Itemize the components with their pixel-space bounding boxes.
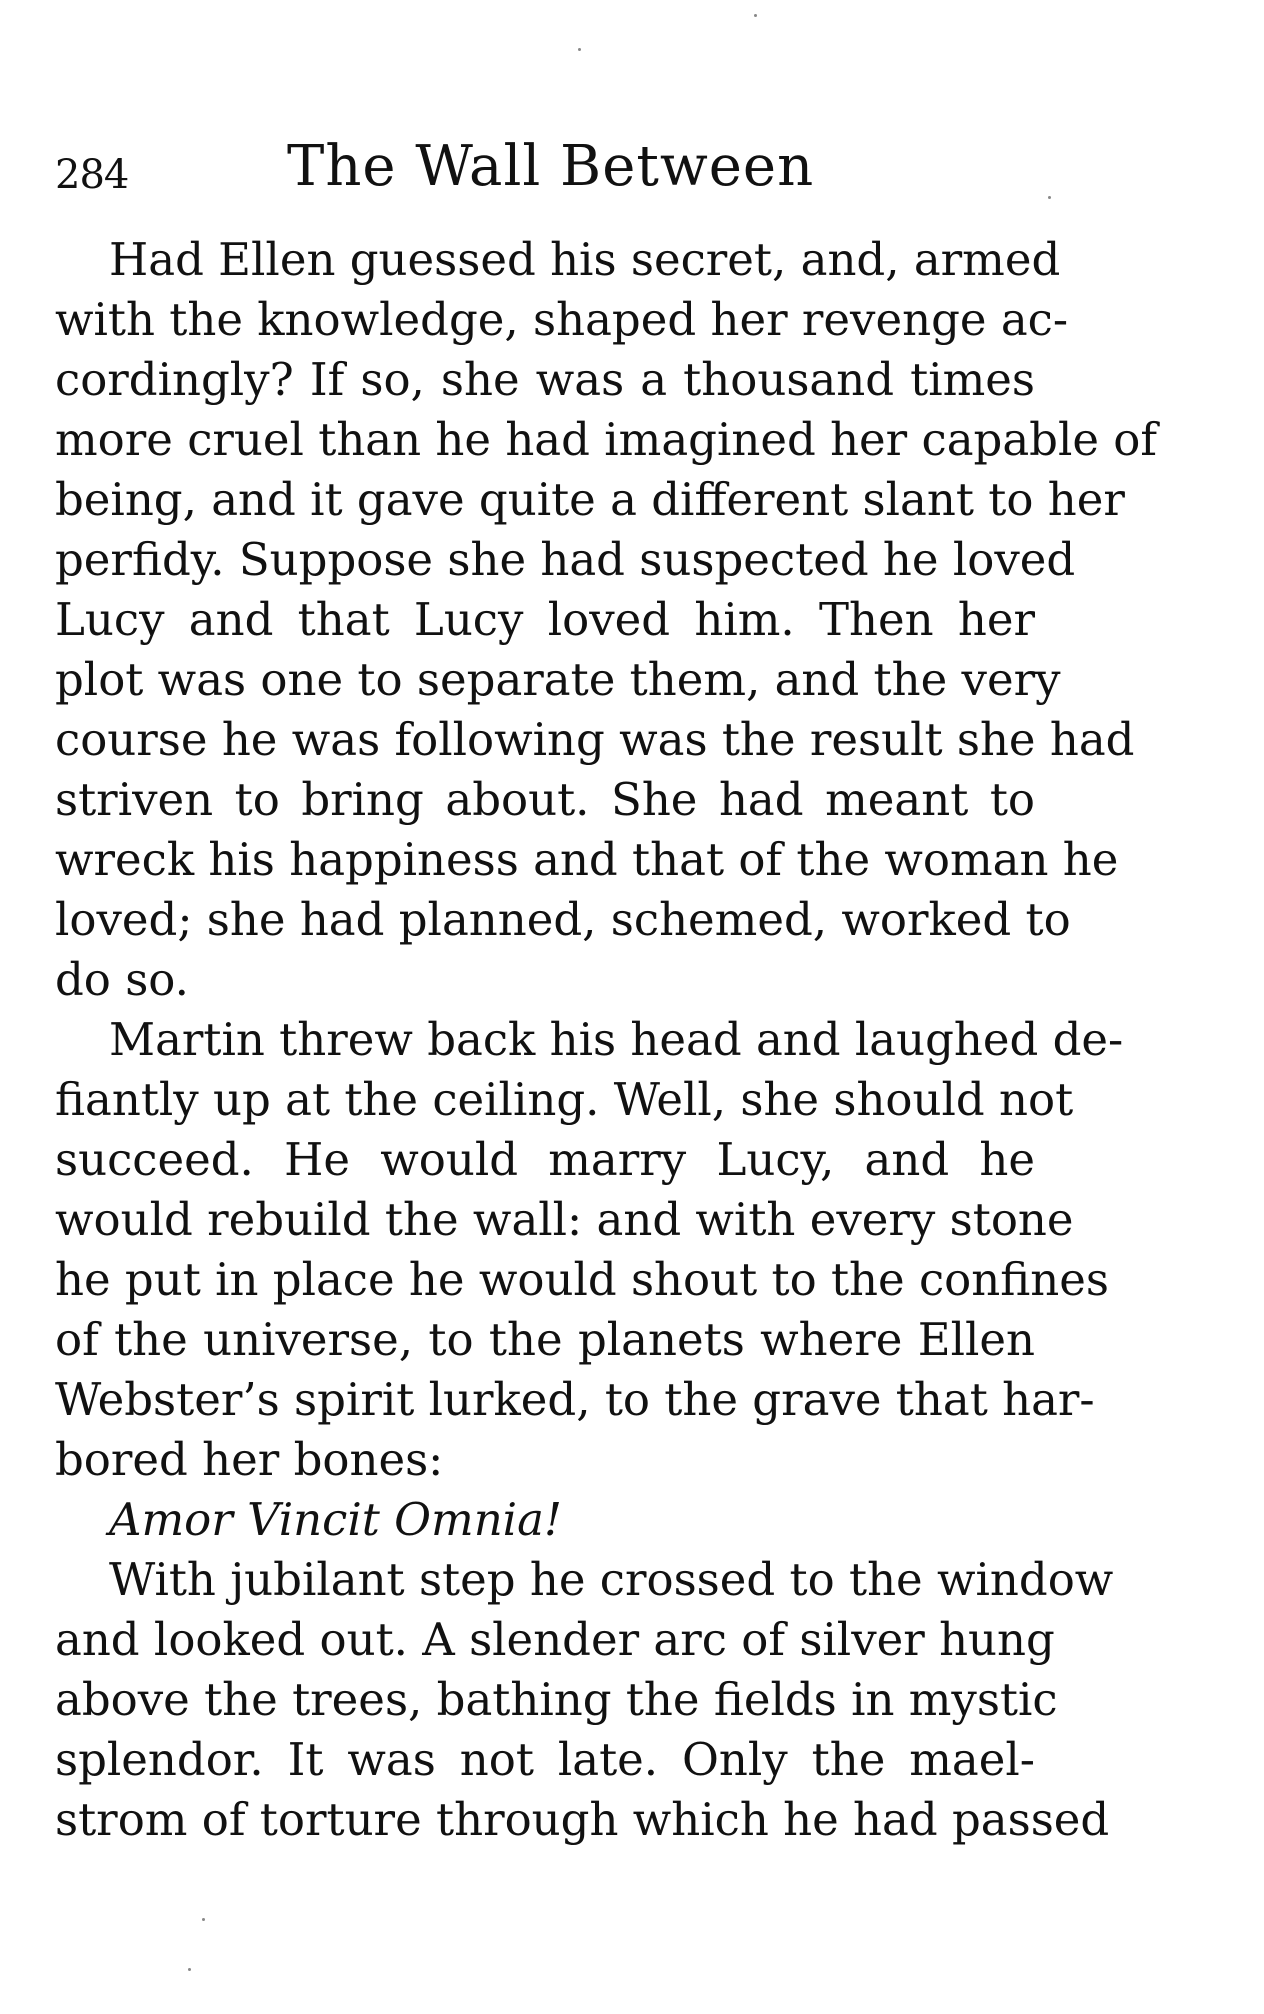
paper-speck — [188, 1968, 191, 1971]
text-line: wreck his happiness and that of the woman he — [55, 833, 1119, 886]
text-line: cordingly? If so, she was a thousand times — [55, 353, 1035, 406]
text-line: plot was one to separate them, and the very — [55, 653, 1061, 706]
text-line: do so. — [55, 953, 189, 1006]
paper-speck — [202, 1918, 205, 1921]
text-line: Webster’s spirit lurked, to the grave that har- — [55, 1373, 1095, 1426]
text-line: with the knowledge, shaped her revenge ac- — [55, 293, 1069, 346]
text-line: more cruel than he had imagined her capable of — [55, 413, 1158, 466]
text-line: loved; she had planned, schemed, worked to — [55, 893, 1071, 946]
text-line: perfidy. Suppose she had suspected he loved — [55, 533, 1076, 586]
paper-speck — [578, 48, 581, 51]
text-line: Martin threw back his head and laughed de- — [109, 1013, 1124, 1066]
text-line: strom of torture through which he had passed — [55, 1793, 1110, 1846]
text-line: and looked out. A slender arc of silver hung — [55, 1613, 1055, 1666]
paper-speck — [754, 14, 757, 17]
text-line: course he was following was the result she had — [55, 713, 1135, 766]
text-line: splendor. It was not late. Only the mael- — [55, 1733, 1035, 1786]
text-line: succeed. He would marry Lucy, and he — [55, 1133, 1035, 1186]
text-line: striven to bring about. She had meant to — [55, 773, 1035, 826]
body-text — [55, 230, 1158, 1850]
latin-motto: Amor Vincit Omnia! — [109, 1493, 562, 1546]
text-line: With jubilant step he crossed to the window — [109, 1553, 1114, 1606]
text-line: Lucy and that Lucy loved him. Then her — [55, 593, 1035, 646]
page-number: 284 — [55, 152, 129, 198]
text-line: he put in place he would shout to the confines — [55, 1253, 1109, 1306]
page-header — [55, 135, 1035, 205]
text-line: fiantly up at the ceiling. Well, she should not — [55, 1073, 1074, 1126]
paper-speck — [1048, 196, 1051, 199]
text-line: bored her bones: — [55, 1433, 444, 1486]
running-title: The Wall Between — [287, 134, 815, 199]
text-line: being, and it gave quite a different slant to her — [55, 473, 1125, 526]
text-line: would rebuild the wall: and with every stone — [55, 1193, 1074, 1246]
text-line: of the universe, to the planets where Ellen — [55, 1313, 1035, 1366]
text-line: above the trees, bathing the fields in mystic — [55, 1673, 1058, 1726]
text-line: Had Ellen guessed his secret, and, armed — [109, 233, 1061, 286]
